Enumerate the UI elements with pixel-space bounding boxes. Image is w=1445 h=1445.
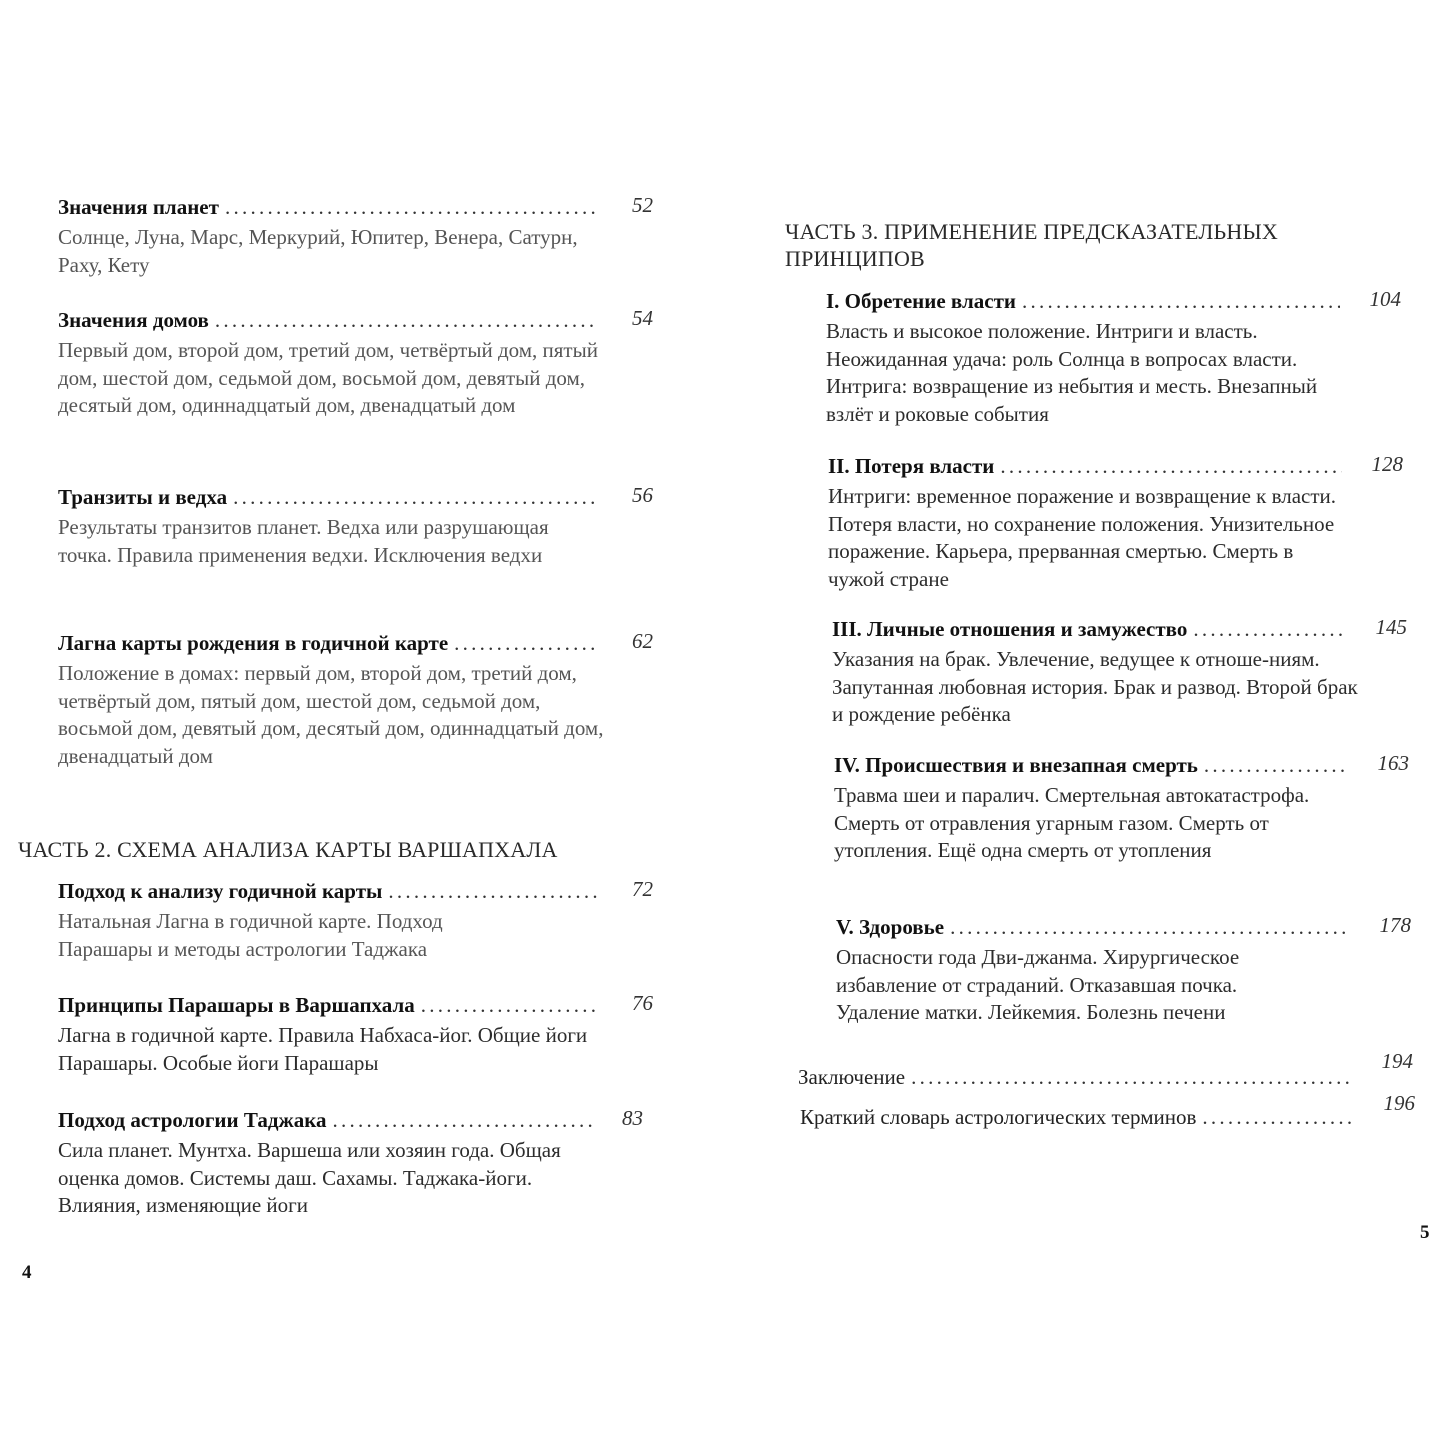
page-number-right: 5 [1420,1222,1430,1243]
toc-entry-description: Интриги: временное поражение и возвращение к власти. Потеря власти, но сохранение положения. Унизительное поражение. Карьера, прерванная смертью. Смерть в чужой стране [828,484,1337,591]
toc-entry-title: III. Личные отношения и замужество [832,617,1188,641]
toc-entry-losing-power [828,451,1408,593]
leader-dots [421,990,597,1020]
toc-entry-conclusion [798,1049,1413,1092]
toc-entry-title: II. Потеря власти [828,454,995,478]
toc-entry-title: IV. Происшествия и внезапная смерть [834,753,1198,777]
toc-page-number: 76 [632,991,653,1015]
toc-entry-heading [798,1049,1413,1092]
toc-entry-title: Транзиты и ведха [58,485,228,509]
toc-entry-heading [58,628,653,658]
toc-entry-planets [58,192,653,279]
toc-entry-title: I. Обретение власти [826,289,1016,313]
page-number-left: 4 [22,1262,32,1283]
toc-entry-heading [832,614,1407,644]
part-3-heading-line2: ПРИНЦИПОВ [785,246,925,271]
toc-entry-description: Травма шеи и паралич. Смертельная автокатастрофа. Смерть от отравления угарным газом. Смерть от утопления. Ещё одна смерть от утопления [834,783,1310,862]
leader-dots [1193,614,1346,644]
leader-dots [215,305,597,335]
toc-entry-relationships [832,614,1412,729]
toc-page-number: 145 [1375,615,1407,639]
leader-dots [454,628,597,658]
toc-page-number: 52 [632,193,653,217]
toc-entry-heading [834,750,1409,780]
toc-page-number: 54 [632,306,653,330]
toc-entry-description: Сила планет. Мунтха. Варшеша или хозяин года. Общая оценка домов. Системы даш. Сахамы. Таджака-йоги. Влияния, изменяющие йоги [58,1138,561,1217]
toc-entry-health [836,912,1416,1027]
toc-page-number: 56 [632,483,653,507]
toc-page-number: 83 [622,1106,643,1130]
toc-entry-gaining-power [826,286,1406,428]
toc-page-number: 163 [1377,751,1409,775]
toc-entry-title: Принципы Парашары в Варшапхала [58,993,415,1017]
part-3-heading [785,218,1385,272]
toc-entry-description: Положение в домах: первый дом, второй дом, третий дом, четвёртый дом, пятый дом, шестой дом, седьмой дом, восьмой дом, девятый дом, десятый дом, одиннадцатый дом, двенадцатый дом [58,661,604,768]
toc-entry-title: Краткий словарь астрологических терминов [800,1105,1197,1129]
toc-entry-lagna [58,628,653,770]
toc-page-number: 72 [632,877,653,901]
toc-entry-houses [58,305,653,420]
toc-entry-description: Опасности года Дви-джанма. Хирургическое избавление от страданий. Отказавшая почка. Удаление матки. Лейкемия. Болезнь печени [836,945,1240,1024]
toc-entry-glossary [800,1091,1415,1132]
part-2-heading: ЧАСТЬ 2. СХЕМА АНАЛИЗА КАРТЫ ВАРШАПХАЛА [18,837,558,862]
toc-entry-title: Лагна карты рождения в годичной карте [58,631,449,655]
toc-entry-title: Подход к анализу годичной карты [58,879,383,903]
toc-entry-heading [58,482,653,512]
toc-entry-heading [58,1105,643,1135]
leader-dots [333,1105,598,1135]
leader-dots [1022,286,1340,316]
toc-entry-heading [58,305,653,335]
toc-page-number: 128 [1371,452,1403,476]
toc-entry-heading [58,192,653,222]
toc-page-number: 196 [1383,1091,1415,1115]
toc-entry-heading [826,286,1401,316]
toc-entry-title: Значения домов [58,308,209,332]
part-3-heading-line1: ЧАСТЬ 3. ПРИМЕНЕНИЕ ПРЕДСКАЗАТЕЛЬНЫХ [785,219,1278,244]
toc-entry-accidents [834,750,1414,865]
toc-entry-heading [800,1091,1415,1132]
toc-entry-description: Лагна в годичной карте. Правила Набхаса-йог. Общие йоги Парашары. Особые йоги Парашары [58,1023,588,1075]
toc-entry-title: Заключение [798,1065,906,1089]
toc-entry-annual-approach [58,876,653,963]
toc-page-number: 104 [1369,287,1401,311]
toc-entry-heading [58,990,653,1020]
toc-entry-heading [58,876,653,906]
toc-entry-description: Указания на брак. Увлечение, ведущее к отноше-ниям. Запутанная любовная история. Брак и развод. Второй брак и рождение ребёнка [832,647,1358,726]
toc-entry-transits [58,482,653,569]
toc-entry-heading [836,912,1411,942]
toc-entry-parashara [58,990,653,1077]
toc-page-number: 62 [632,629,653,653]
toc-entry-description: Натальная Лагна в годичной карте. Подход Парашары и методы астрологии Таджака [58,909,443,961]
toc-page-number: 178 [1379,913,1411,937]
toc-entry-title: V. Здоровье [836,915,945,939]
leader-dots [388,876,597,906]
toc-entry-tajaka [58,1105,653,1220]
toc-entry-description: Власть и высокое положение. Интриги и власть. Неожиданная удача: роль Солнца в вопросах власти. Интрига: возвращение из небытия и месть. Внезапный взлёт и роковые события [826,319,1318,426]
toc-entry-description: Первый дом, второй дом, третий дом, четвёртый дом, пятый дом, шестой дом, седьмой дом, восьмой дом, девятый дом, десятый дом, одиннадцатый дом, двенадцатый дом [58,338,598,417]
leader-dots [911,1062,1352,1092]
toc-entry-heading [828,451,1403,481]
toc-entry-title: Подход астрологии Таджака [58,1108,327,1132]
toc-entry-description: Результаты транзитов планет. Ведха или разрушающая точка. Правила применения ведхи. Исключения ведхи [58,515,549,567]
leader-dots [950,912,1350,942]
leader-dots [233,482,597,512]
leader-dots [1204,750,1348,780]
leader-dots [225,192,597,222]
toc-entry-description: Солнце, Луна, Марс, Меркурий, Юпитер, Венера, Сатурн, Раху, Кету [58,225,578,277]
leader-dots [1000,451,1342,481]
toc-page-number: 194 [1381,1049,1413,1073]
toc-entry-title: Значения планет [58,195,219,219]
leader-dots [1202,1102,1354,1132]
